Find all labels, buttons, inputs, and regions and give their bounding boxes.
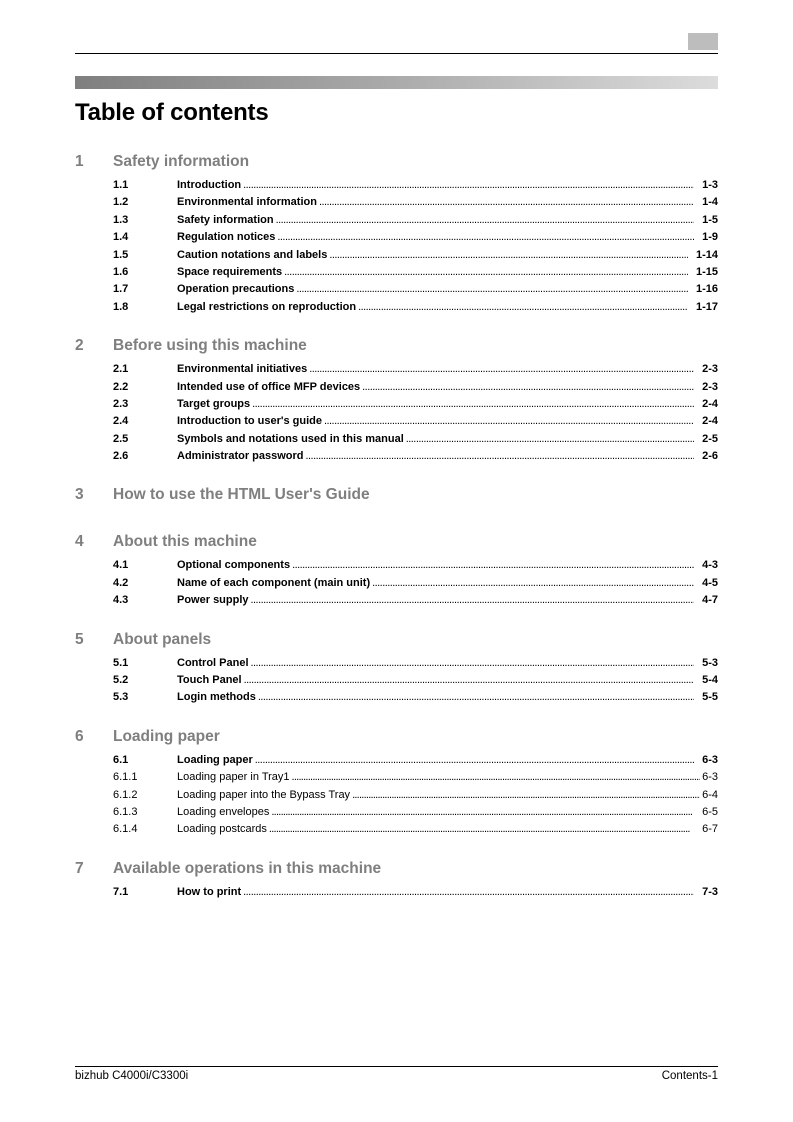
entry-page-number: 2-3: [702, 380, 718, 393]
entry-number: 5.2: [113, 674, 129, 687]
dot-leader: [244, 672, 695, 689]
dot-leader: [319, 194, 694, 211]
toc-entry[interactable]: [75, 396, 718, 413]
entry-number: 2.3: [113, 397, 129, 410]
dot-leader: [406, 431, 694, 448]
toc-entry[interactable]: [75, 689, 718, 706]
entry-number: 2.6: [113, 450, 129, 463]
dot-leader: [309, 361, 694, 378]
entry-title: Control Panel: [177, 656, 249, 669]
toc-entry[interactable]: [75, 194, 718, 211]
toc-entry[interactable]: [75, 299, 718, 316]
toc-entry[interactable]: [75, 431, 718, 448]
entry-page-number: 2-3: [702, 363, 718, 376]
entry-number: 1.2: [113, 196, 129, 209]
toc-chapter: [75, 860, 718, 901]
entry-title: Introduction: [177, 179, 242, 191]
toc-subentry[interactable]: [75, 787, 718, 804]
chapter-number: 3: [75, 486, 84, 504]
toc-entry[interactable]: [75, 413, 718, 430]
entry-page-number: 1-3: [702, 179, 718, 191]
entry-page-number: 4-7: [702, 594, 718, 607]
entry-page-number: 2-4: [702, 397, 718, 410]
entry-title: Target groups: [177, 397, 251, 410]
dot-leader: [284, 264, 688, 281]
chapter-title: Loading paper: [113, 727, 220, 745]
entry-title: Space requirements: [177, 265, 283, 278]
entry-page-number: 2-4: [702, 415, 718, 428]
chapter-number: 2: [75, 337, 84, 355]
entry-title: Administrator password: [177, 450, 304, 463]
entry-title: Operation precautions: [177, 283, 295, 296]
entry-number: 4.2: [113, 576, 129, 589]
entry-number: 2.5: [113, 432, 129, 445]
toc-entry[interactable]: [75, 752, 718, 769]
chapter-heading[interactable]: [75, 631, 718, 653]
toc-entry[interactable]: [75, 177, 718, 194]
footer-page-label: Contents-1: [661, 1070, 718, 1082]
entry-title: Symbols and notations used in this manual: [177, 432, 404, 445]
chapter-heading[interactable]: [75, 153, 718, 175]
dot-leader: [269, 821, 700, 838]
entry-number: 5.1: [113, 656, 129, 669]
dot-leader: [352, 787, 700, 804]
dot-leader: [276, 212, 695, 229]
dot-leader: [358, 299, 688, 316]
toc-chapter: [75, 533, 718, 609]
footer-rule: [75, 1066, 718, 1067]
dot-leader: [292, 557, 694, 574]
toc-subentry[interactable]: [75, 769, 718, 786]
dot-leader: [251, 655, 695, 672]
dot-leader: [372, 575, 694, 592]
entry-page-number: 1-4: [702, 196, 718, 209]
entry-title: Power supply: [177, 594, 249, 607]
entry-page-number: 2-6: [702, 450, 718, 463]
entry-title: Loading paper: [177, 753, 253, 766]
entry-page-number: 1-16: [695, 283, 718, 296]
chapter-title: Available operations in this machine: [113, 859, 382, 877]
entry-title: Safety information: [177, 213, 274, 226]
toc-entry[interactable]: [75, 672, 718, 689]
chapter-title: Before using this machine: [113, 337, 307, 355]
toc-entry[interactable]: [75, 575, 718, 592]
toc-entry[interactable]: [75, 229, 718, 246]
toc-chapter: [75, 337, 718, 465]
toc-entry[interactable]: [75, 884, 718, 901]
header-rule: [75, 53, 718, 54]
dot-leader: [243, 177, 694, 194]
dot-leader: [258, 689, 694, 706]
entry-number: 1.7: [113, 283, 129, 296]
toc-subentry[interactable]: [75, 821, 718, 838]
chapter-number: 4: [75, 533, 84, 551]
entry-page-number: 1-9: [702, 231, 718, 244]
dot-leader: [277, 229, 694, 246]
entry-page-number: 6-7: [702, 823, 718, 836]
entry-number: 1.1: [113, 179, 129, 191]
dot-leader: [296, 281, 688, 298]
chapter-title: How to use the HTML User's Guide: [113, 486, 370, 504]
chapter-heading[interactable]: [75, 486, 718, 508]
dot-leader: [271, 804, 700, 821]
footer-model: bizhub C4000i/C3300i: [75, 1070, 189, 1082]
title-gradient-bar: [75, 76, 718, 89]
dot-leader: [306, 448, 695, 465]
entry-title: Regulation notices: [177, 231, 276, 244]
toc-chapter: [75, 728, 718, 839]
chapter-number: 7: [75, 859, 84, 877]
entry-number: 1.4: [113, 231, 129, 244]
chapter-number: 6: [75, 727, 84, 745]
entry-title: Caution notations and labels: [177, 248, 328, 261]
entry-title: Introduction to user's guide: [177, 415, 323, 428]
entry-title: Name of each component (main unit): [177, 576, 371, 589]
entry-number: 1.3: [113, 213, 129, 226]
dot-leader: [292, 769, 701, 786]
entry-page-number: 5-4: [702, 674, 718, 687]
dot-leader: [329, 247, 688, 264]
entry-page-number: 5-5: [702, 691, 718, 704]
entry-number: 2.4: [113, 415, 129, 428]
entry-title: Loading paper into the Bypass Tray: [177, 788, 351, 801]
entry-page-number: 6-3: [702, 753, 718, 766]
entry-number: 2.1: [113, 363, 129, 376]
entry-page-number: 6-5: [702, 805, 718, 818]
entry-title: Loading postcards: [177, 823, 267, 836]
toc-entry[interactable]: [75, 655, 718, 672]
chapter-heading[interactable]: [75, 337, 718, 359]
toc-entry[interactable]: [75, 557, 718, 574]
chapter-heading[interactable]: [75, 860, 718, 882]
toc-chapter: [75, 631, 718, 707]
entry-page-number: 4-3: [702, 559, 718, 572]
entry-number: 6.1.4: [113, 823, 138, 836]
chapter-title: About panels: [113, 630, 212, 648]
toc-entry[interactable]: [75, 264, 718, 281]
toc-subentry[interactable]: [75, 804, 718, 821]
entry-title: Touch Panel: [177, 674, 242, 687]
toc-entry[interactable]: [75, 448, 718, 465]
dot-leader: [251, 592, 695, 609]
dot-leader: [362, 379, 694, 396]
entry-title: Legal restrictions on reproduction: [177, 300, 357, 313]
toc-entry[interactable]: [75, 247, 718, 264]
entry-title: Optional components: [177, 559, 291, 572]
entry-number: 6.1.1: [113, 771, 138, 784]
toc-entry[interactable]: [75, 361, 718, 378]
entry-number: 1.6: [113, 265, 129, 278]
entry-number: 7.1: [113, 885, 129, 898]
entry-page-number: 6-3: [702, 771, 718, 784]
chapter-title: About this machine: [113, 533, 257, 551]
entry-title: Environmental information: [177, 196, 317, 209]
entry-number: 4.3: [113, 594, 129, 607]
entry-number: 6.1: [113, 753, 129, 766]
entry-number: 6.1.3: [113, 805, 138, 818]
entry-title: Environmental initiatives: [177, 363, 308, 376]
entry-number: 4.1: [113, 559, 129, 572]
entry-page-number: 5-3: [702, 656, 718, 669]
dot-leader: [324, 413, 694, 430]
entry-page-number: 1-5: [702, 213, 718, 226]
chapter-heading[interactable]: [75, 728, 718, 750]
entry-number: 1.5: [113, 248, 129, 261]
page-title: Table of contents: [75, 99, 269, 126]
chapter-number: 5: [75, 630, 84, 648]
dot-leader: [243, 884, 694, 901]
entry-title: Loading paper in Tray1: [177, 771, 290, 784]
entry-number: 5.3: [113, 691, 129, 704]
entry-page-number: 7-3: [702, 885, 718, 898]
dot-leader: [252, 396, 694, 413]
header-tab-marker: [688, 33, 718, 50]
toc-chapter: [75, 153, 718, 316]
entry-number: 1.8: [113, 300, 129, 313]
entry-page-number: 6-4: [702, 788, 718, 801]
entry-title: Login methods: [177, 691, 256, 704]
toc-chapter: [75, 486, 718, 508]
entry-number: 6.1.2: [113, 788, 138, 801]
toc-entry[interactable]: [75, 212, 718, 229]
dot-leader: [255, 752, 694, 769]
toc-entry[interactable]: [75, 379, 718, 396]
entry-page-number: 1-15: [695, 265, 718, 278]
entry-title: Loading envelopes: [177, 805, 270, 818]
toc-entry[interactable]: [75, 281, 718, 298]
entry-page-number: 4-5: [702, 576, 718, 589]
chapter-heading[interactable]: [75, 533, 718, 555]
chapter-number: 1: [75, 153, 84, 170]
entry-title: How to print: [177, 885, 242, 898]
entry-page-number: 1-17: [695, 300, 718, 313]
entry-page-number: 1-14: [695, 248, 718, 261]
entry-number: 2.2: [113, 380, 129, 393]
entry-page-number: 2-5: [702, 432, 718, 445]
table-of-contents: [75, 153, 718, 922]
chapter-title: Safety information: [113, 153, 250, 170]
entry-title: Intended use of office MFP devices: [177, 380, 361, 393]
toc-entry[interactable]: [75, 592, 718, 609]
